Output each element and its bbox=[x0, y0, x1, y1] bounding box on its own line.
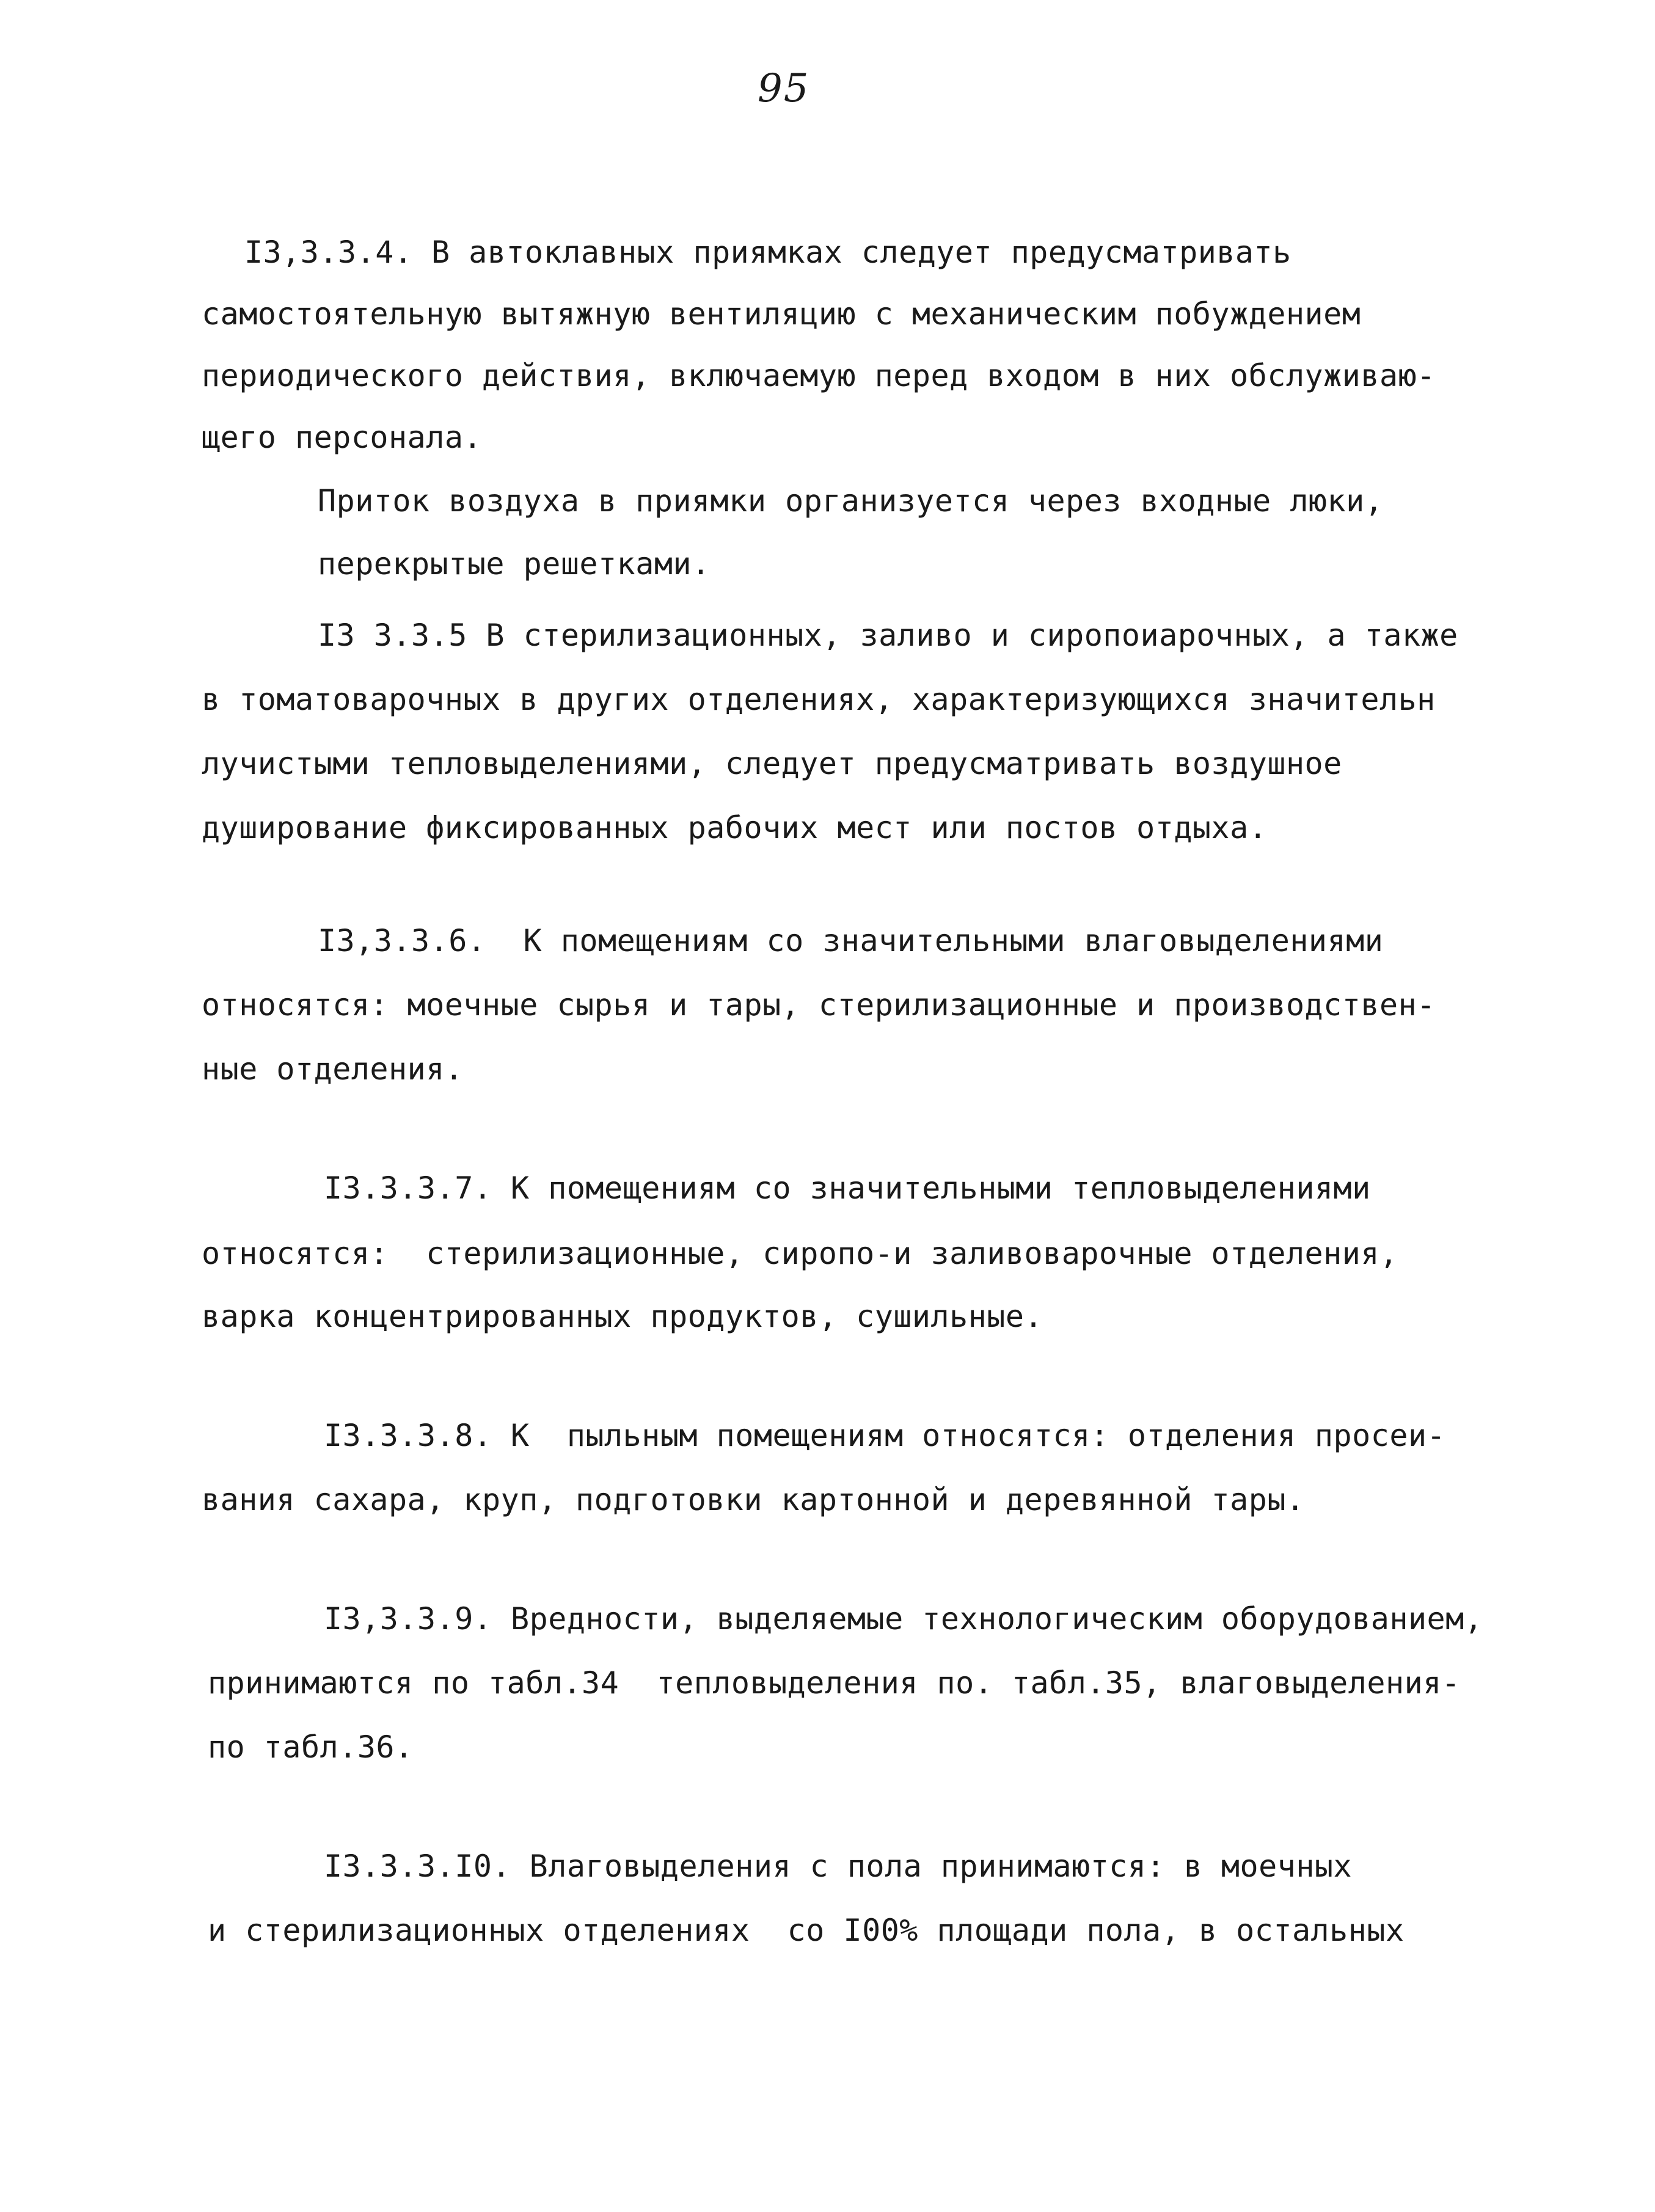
text-line: по табл.36. bbox=[208, 1729, 414, 1765]
text-line: лучистыми тепловыделениями, следует предусматривать воздушное bbox=[202, 746, 1342, 781]
text-line: относятся: стерилизационные, сиропо-и заливоварочные отделения, bbox=[202, 1236, 1398, 1271]
text-line: I3 3.3.5 В стерилизационных, заливо и сиропоиарочных, а также bbox=[318, 618, 1458, 653]
text-line: самостоятельную вытяжную вентиляцию с механическим побуждением bbox=[202, 296, 1361, 332]
text-line: в томатоварочных в других отделениях, характеризующихся значительн bbox=[202, 682, 1436, 717]
text-line: Приток воздуха в приямки организуется через входные люки, bbox=[318, 483, 1384, 519]
text-line: I3.3.3.8. К пыльным помещениям относятся: отделения просеи- bbox=[324, 1418, 1446, 1453]
text-line: I3,3.3.6. К помещениям со значительными влаговыделениями bbox=[318, 923, 1384, 958]
text-line: щего персонала. bbox=[202, 420, 483, 455]
text-line: I3,3.3.9. Вредности, выделяемые технологическим оборудованием, bbox=[324, 1601, 1483, 1637]
text-line: вания сахара, круп, подготовки картонной и деревянной тары. bbox=[202, 1482, 1305, 1517]
text-line: I3.3.3.I0. Влаговыделения с пола принимаются: в моечных bbox=[324, 1849, 1353, 1884]
text-line: относятся: моечные сырья и тары, стерилизационные и производствен- bbox=[202, 987, 1436, 1023]
text-line: перекрытые решетками. bbox=[318, 546, 711, 582]
text-line: I3,3.3.4. В автоклавных приямках следует предусматривать bbox=[244, 235, 1291, 270]
text-line: и стерилизационных отделениях со I00% площади пола, в остальных bbox=[208, 1913, 1405, 1948]
text-line: принимаются по табл.34 тепловыделения по. табл.35, влаговыделения- bbox=[208, 1665, 1461, 1701]
text-line: I3.3.3.7. К помещениям со значительными тепловыделениями bbox=[324, 1170, 1371, 1206]
text-line: варка концентрированных продуктов, сушильные. bbox=[202, 1299, 1043, 1334]
text-line: периодического действия, включаемую перед входом в них обслуживаю- bbox=[202, 358, 1436, 393]
text-line: ные отделения. bbox=[202, 1051, 464, 1087]
page-number: 95 bbox=[758, 66, 810, 111]
text-line: душирование фиксированных рабочих мест или постов отдыха. bbox=[202, 810, 1268, 845]
